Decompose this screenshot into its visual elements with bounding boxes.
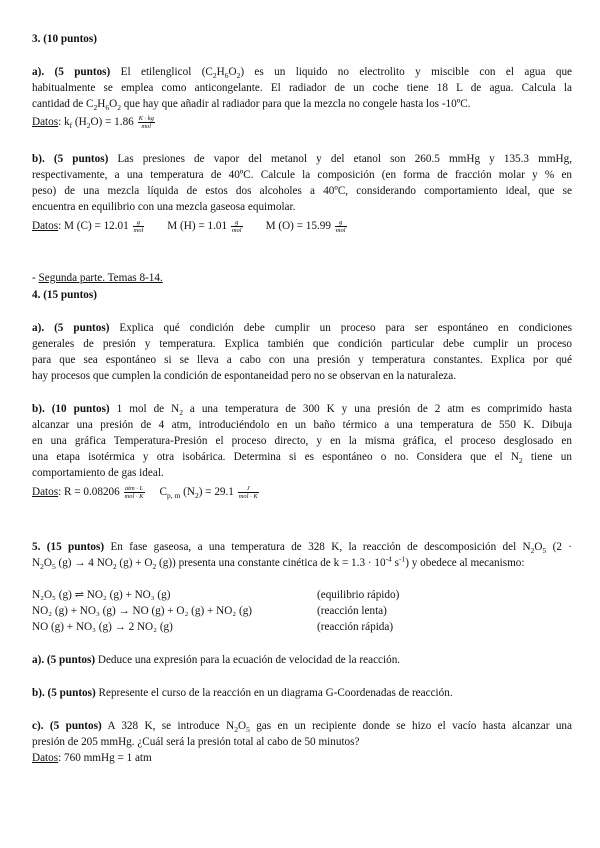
- q4b-line5: comportamiento de gas ideal.: [32, 467, 164, 479]
- q4b-line2: alcanzar una presión de 4 atm, introduciéndolo en un baño térmico a una temperatura de 550 K. Dibuja: [32, 419, 572, 431]
- q5c-line2: presión de 205 mmHg. ¿Cuál será la presión total al cabo de 50 minutos?: [32, 736, 360, 748]
- fraction: $\frac{K \cdot kg}{\text{mol}}$: [138, 114, 154, 130]
- q4-heading: 4. (15 puntos): [32, 289, 97, 301]
- q3b-line4: encuentra en equilibrio con una mezcla gaseosa equimolar.: [32, 201, 296, 213]
- q4a-line3: para que sea espontáneo si se lleva a cabo con una presión y temperatura constantes. Explica por qué: [32, 354, 572, 366]
- q3a-line1: a). (5 puntos) El etilenglicol $(C_2H_6O_2)$ es un liquido no electrolito y miscible con el agua que: [32, 66, 573, 81]
- q4b-line3: en una gráfica Temperatura-Presión el proceso directo, y en la misma gráfica, el proceso desglosado en: [32, 435, 572, 447]
- q5c-datos: Datos: 760 mmHg = 1 atm: [32, 752, 152, 764]
- q4b-line4: una etapa isotérmica y otra isobárica. Determina si es espontáneo o no. Considera que el $N_2$ tiene un: [32, 451, 572, 466]
- mechanism-step-1: N₂O₅ (g) ⇌ NO₂ (g) + NO₃ (g) (equilibrio rápido): [32, 589, 400, 601]
- q3b-datos: Datos: M (C) = 12.01 $\frac{g}{\text{mol}}$ M (H) = 1.01 $\frac{g}{\text{mol}}$ M (O) = 15.99 $\frac{g}{\text{mol}}$: [32, 218, 346, 234]
- part2-title: - Segunda parte. Temas 8-14.: [32, 272, 163, 284]
- q3a-datos: Datos: $k_f$ $(H_2O) = 1.86$ $\frac{K \cdot kg}{\text{mol}}$: [32, 114, 154, 131]
- q3a-line2: habitualmente se emplea como anticongelante. El radiador de un coche tiene 18 L de agua. Calcula la: [32, 82, 572, 94]
- q3-heading: 3. (10 puntos): [32, 33, 97, 45]
- fraction: $\frac{g}{\text{mol}}$: [133, 218, 144, 234]
- q4a-line2: generales de presión y temperatura. Explica también que condición particular debe cumplir un proceso: [32, 338, 572, 350]
- q5-line2: $N_2O_5$ (g) → 4 $NO_2$ $(g) + O_2$ (g)) presenta una constante cinética de $k = 1.3 \cdot 10^{-4}$ $s^{-1}$) y obedece al mecanismo:: [32, 554, 525, 572]
- q4a-line4: hay procesos que cumplen la condición de espontaneidad pero no se observan en la naturaleza.: [32, 370, 457, 382]
- q5b: b). (5 puntos) Represente el curso de la reacción en un diagrama G-Coordenadas de reacción.: [32, 687, 453, 699]
- q4b-datos: Datos: R = 0.08206 $\frac{\text{atm · L}}{\text{mol · K}}$ $C_{p, m}$ $(N_2) = 29.1$ $\frac{J}{\text{mol · K}}$: [32, 484, 258, 501]
- q5-line1: 5. (15 puntos) En fase gaseosa, a una temperatura de 328 K, la reacción de descomposición del $N_2O_5$ (2 ·: [32, 541, 572, 556]
- fraction: $\frac{J}{\text{mol · K}}$: [238, 484, 258, 500]
- mechanism-step-2: NO₂ (g) + NO₃ (g) → NO (g) + O₂ (g) + NO₂ (g) (reacción lenta): [32, 605, 387, 617]
- q5a: a). (5 puntos) Deduce una expresión para la ecuación de velocidad de la reacción.: [32, 654, 401, 666]
- q3b-line3: peso) de una mezcla líquida de estos dos alcoholes a 40ºC, considerando comportamiento ideal, que se: [32, 185, 572, 197]
- fraction: $\frac{g}{\text{mol}}$: [335, 218, 346, 234]
- fraction: $\frac{g}{\text{mol}}$: [231, 218, 242, 234]
- q5c-line1: c). (5 puntos) A 328 K, se introduce $N_2O_5$ gas en un recipiente donde se hizo el vacío hasta alcanzar una: [32, 720, 572, 735]
- q4a-line1: a). (5 puntos) Explica qué condición debe cumplir un proceso para ser espontáneo en condiciones: [32, 322, 573, 334]
- q3b-line2: respectivamente, a una temperatura de 40ºC. Calcule la composición (en forma de fracción molar y % en: [32, 169, 572, 181]
- q3b-line1: b). (5 puntos) Las presiones de vapor del metanol y del etanol son 260.5 mmHg y 135.3 mmHg,: [32, 153, 572, 165]
- q3a-line3: cantidad de $C_2H_6O_2$ que hay que añadir al radiador para que la mezcla no congele hasta los -10ºC.: [32, 98, 471, 113]
- fraction: $\frac{\text{atm · L}}{\text{mol · K}}$: [124, 484, 144, 500]
- mechanism-step-3: NO (g) + NO₃ (g) → 2 NO₂ (g) (reacción rápida): [32, 621, 394, 633]
- q4b-line1: b). (10 puntos) 1 mol de $N_2$ a una temperatura de 300 K y una presión de 2 atm es comprimido hasta: [32, 403, 573, 418]
